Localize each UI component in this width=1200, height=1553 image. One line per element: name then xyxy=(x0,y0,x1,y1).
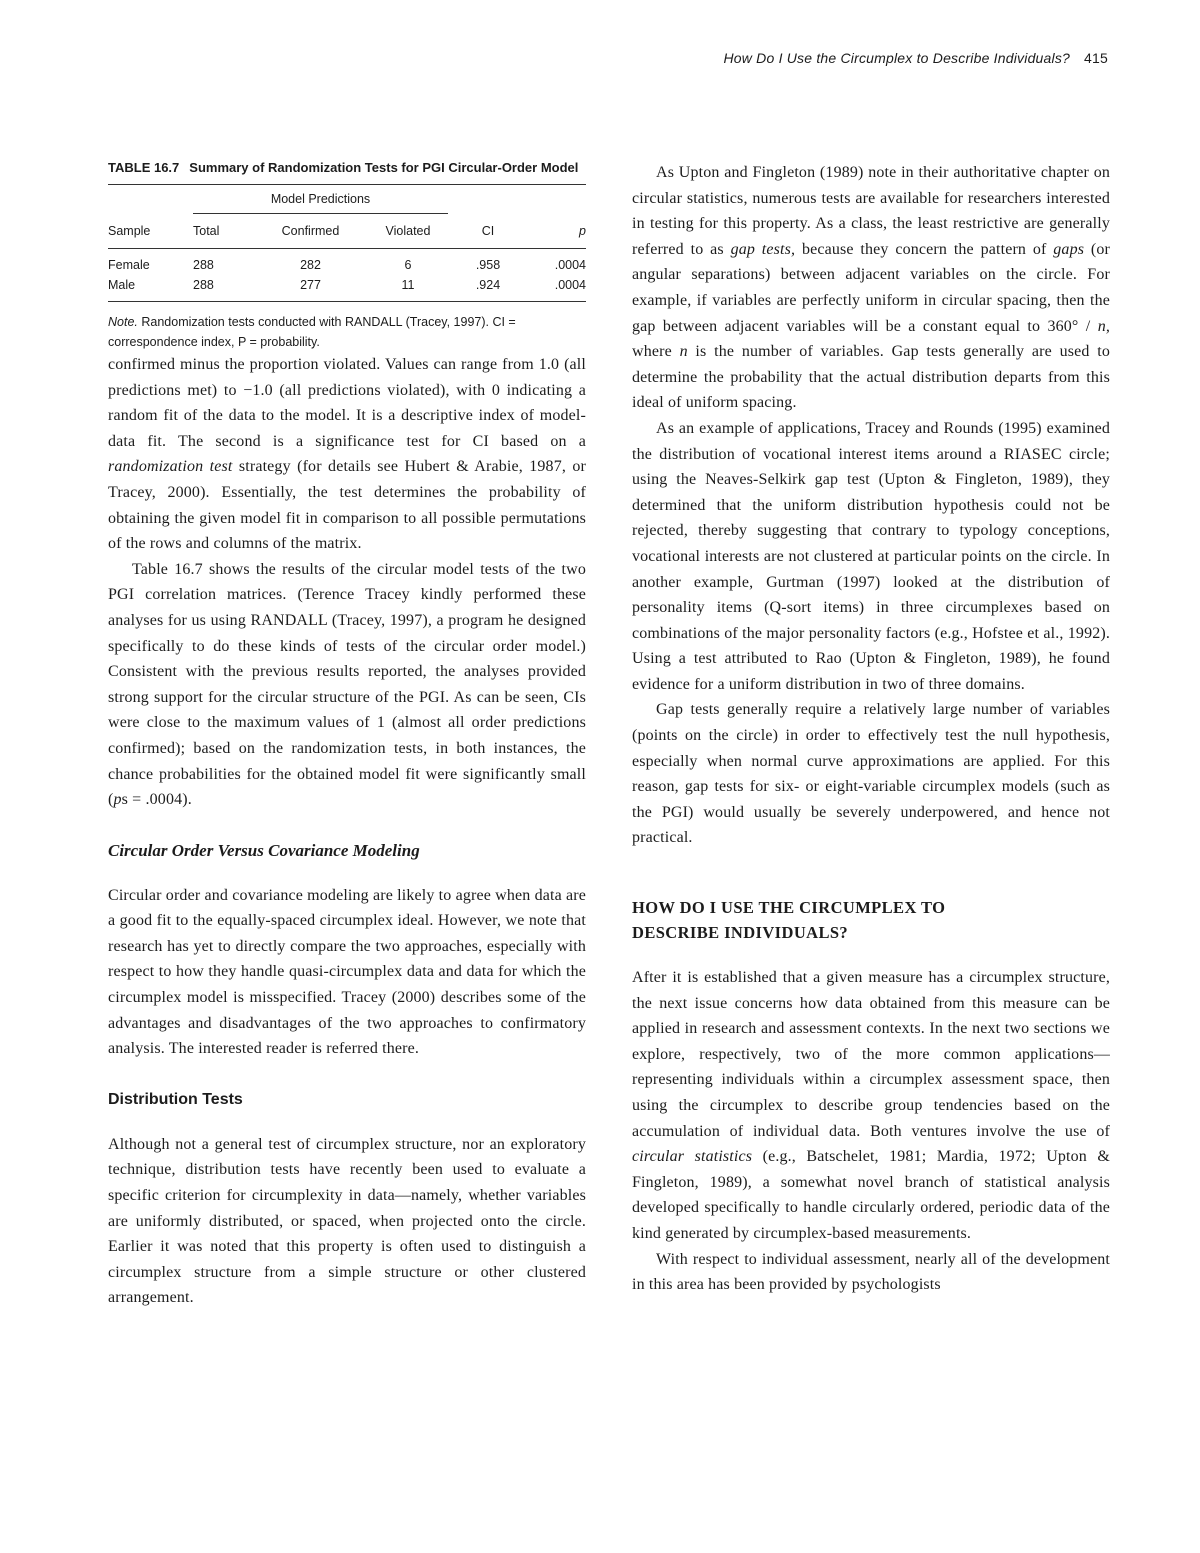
section-heading xyxy=(632,895,1110,945)
emphasis: p xyxy=(113,791,122,809)
table-label: TABLE 16.7 xyxy=(108,160,180,175)
text-run: is the number of variables. Gap tests generally are used to determine the probability that the actual distribution departs from this ideal of uniform spacing. xyxy=(632,343,1110,412)
text-run: (or angular separations) between adjacent variables on the circle. For example, if variables are perfectly uniform in circular spacing, then the gap between adjacent variables will be a constant equal to 360° / xyxy=(632,240,1111,335)
table-row xyxy=(108,275,586,302)
heading-distribution-tests: Distribution Tests xyxy=(108,1090,243,1108)
cell-total: 288 xyxy=(193,278,214,292)
emphasis: circular statistics xyxy=(632,1148,753,1166)
running-head xyxy=(600,50,1108,66)
cell-p: .0004 xyxy=(554,258,586,272)
right-paragraph-3: Gap tests generally require a relatively large number of variables (points on the circle) in order to effectively test the null hypothesis, especially when normal curve approximations are applied. For this reason, gap tests for six- or eight-variable circumplex models (such as the PGI) would usually be severely underpowered, and hence not practical. xyxy=(632,701,1110,847)
section-heading-line: DESCRIBE INDIVIDUALS? xyxy=(632,923,849,943)
emphasis: n, xyxy=(1097,317,1110,335)
emphasis: randomization test xyxy=(108,458,233,476)
table-note-text: Randomization tests conducted with RANDALL (Tracey, 1997). CI = correspondence index, P = probability. xyxy=(108,315,516,349)
cell-sample: Female xyxy=(108,258,150,272)
text-run: where xyxy=(632,343,680,361)
text-run: (e.g., Batschelet, 1981; Mardia, 1972; Upton & Fingleton, 1989), a somewhat novel branch of statistical analysis developed specifically to handle circularly ordered, periodic data of the kind generated by circumplex-based measurements. xyxy=(632,1148,1111,1242)
left-paragraph-3: Circular order and covariance modeling are likely to agree when data are a good fit to the equally-spaced circumplex ideal. However, we note that research has yet to directly compare the two approaches, especially with respect to how they handle quasi-circumplex data and data for which the circumplex model is misspecified. Tracey (2000) describes some of the advantages and disadvantages of the two approaches to confirmatory analysis. The interested reader is referred there. xyxy=(108,886,586,1058)
col-header-sample: Sample xyxy=(108,223,151,238)
emphasis: gaps xyxy=(1053,240,1085,258)
col-header-confirmed: Confirmed xyxy=(281,224,340,238)
col-header-ci: CI xyxy=(481,223,495,238)
heading-circular-order: Circular Order Versus Covariance Modeling xyxy=(108,840,420,860)
text-run: As Upton and Fingleton (1989) note in their authoritative chapter on circular statistics, numerous tests are available for researchers interested in testing for this property. As a class, the least restrictive are generally referred to as xyxy=(632,164,1110,258)
right-paragraph-1 xyxy=(632,160,1110,416)
text-run: After it is established that a given measure has a circumplex structure, the next issue concerns how data obtained from this measure can be applied in research and assessment contexts. In the next two sections we explore, respectively, two of the more common applications—representing individuals within a circumplex assessment space, then using the circumplex to describe group tendencies based on the accumulation of individual data. Both ventures involve the use of xyxy=(632,969,1110,1140)
right-column xyxy=(632,160,1110,1298)
cell-ci: .958 xyxy=(475,258,501,272)
page-number: 415 xyxy=(1084,50,1108,66)
emphasis: gap tests, xyxy=(730,240,796,258)
left-paragraph-1 xyxy=(108,352,586,557)
right-paragraph-5: With respect to individual assessment, nearly all of the development in this area has been provided by psychologists xyxy=(632,1250,1110,1294)
cell-violated: 11 xyxy=(401,278,415,292)
table-caption xyxy=(108,158,586,178)
text-run: confirmed minus the proportion violated. Values can range from 1.0 (all predictions met) to −1.0 (all predictions violated), with 0 indicating a random fit of the data to the model. It is a descriptive index of model-data fit. The second is a significance test for CI based on a xyxy=(108,356,586,450)
table-note xyxy=(108,312,586,352)
right-paragraph-2: As an example of applications, Tracey and Rounds (1995) examined the distribution of vocational interest items around a RIASEC circle; using the Neaves-Selkirk gap test (Upton & Fingleton, 1989), they determined that the uniform distribution hypothesis could not be rejected, thereby suggesting that contrary to typology conceptions, vocational interests are not clustered at particular points on the circle. In another example, Gurtman (1997) looked at the distribution of personality items (Q-sort items) in three circumplexes based on combinations of the major personality factors (e.g., Hofstee et al., 1992). Using a test attributed to Rao (Upton & Fingleton, 1989), he found evidence for a uniform distribution in two of three domains. xyxy=(632,419,1110,693)
col-header-p: p xyxy=(579,223,586,238)
table-group-header: Model Predictions xyxy=(193,185,448,214)
table-title: Summary of Randomization Tests for PGI Circular-Order Model xyxy=(189,160,579,175)
table-note-label: Note. xyxy=(108,315,138,329)
running-head-title: How Do I Use the Circumplex to Describe Individuals? xyxy=(723,50,1071,66)
randomization-table xyxy=(108,184,586,302)
cell-p: .0004 xyxy=(554,278,586,292)
cell-sample: Male xyxy=(108,278,136,292)
left-column xyxy=(108,158,586,1311)
text-run: Table 16.7 shows the results of the circular model tests of the two PGI correlation matrices. (Terence Tracey kindly performed these analyses for us using RANDALL (Tracey, 1997), a program he designed specifically to do these kinds of tests of the circular order model.) Consistent with the previous results reported, the analyses provided strong support for the circular structure of the PGI. As can be seen, CIs were close to the maximum values of 1 (almost all order predictions confirmed); based on the randomization tests, in both instances, the chance probabilities for the obtained model fit were significantly small ( xyxy=(108,560,586,809)
cell-confirmed: 277 xyxy=(300,278,321,292)
cell-violated: 6 xyxy=(404,258,412,272)
emphasis: n xyxy=(679,343,688,361)
right-paragraph-4 xyxy=(632,965,1110,1247)
cell-confirmed: 282 xyxy=(300,258,321,272)
text-run: s = .0004). xyxy=(121,791,192,809)
text-run: because they concern the pattern of xyxy=(795,240,1054,258)
section-heading-line: HOW DO I USE THE CIRCUMPLEX TO xyxy=(632,898,946,918)
col-header-total: Total xyxy=(193,224,220,238)
cell-total: 288 xyxy=(193,258,214,272)
col-header-violated: Violated xyxy=(385,224,431,238)
table-row xyxy=(108,249,586,276)
text-run: strategy (for details see Hubert & Arabie, 1987, or Tracey, 2000). Essentially, the test determines the probability of obtaining the given model fit in comparison to all possible permutations of the rows and columns of the matrix. xyxy=(108,458,587,553)
left-paragraph-4: Although not a general test of circumplex structure, nor an exploratory technique, distribution tests have recently been used to evaluate a specific criterion for circumplexity in data—namely, whether variables are uniformly distributed, or spaced, when projected onto the circle. Earlier it was noted that this property is often used to distinguish a circumplex structure from a simple structure or other clustered arrangement. xyxy=(108,1135,586,1307)
cell-ci: .924 xyxy=(475,278,501,292)
left-paragraph-2 xyxy=(108,557,586,813)
